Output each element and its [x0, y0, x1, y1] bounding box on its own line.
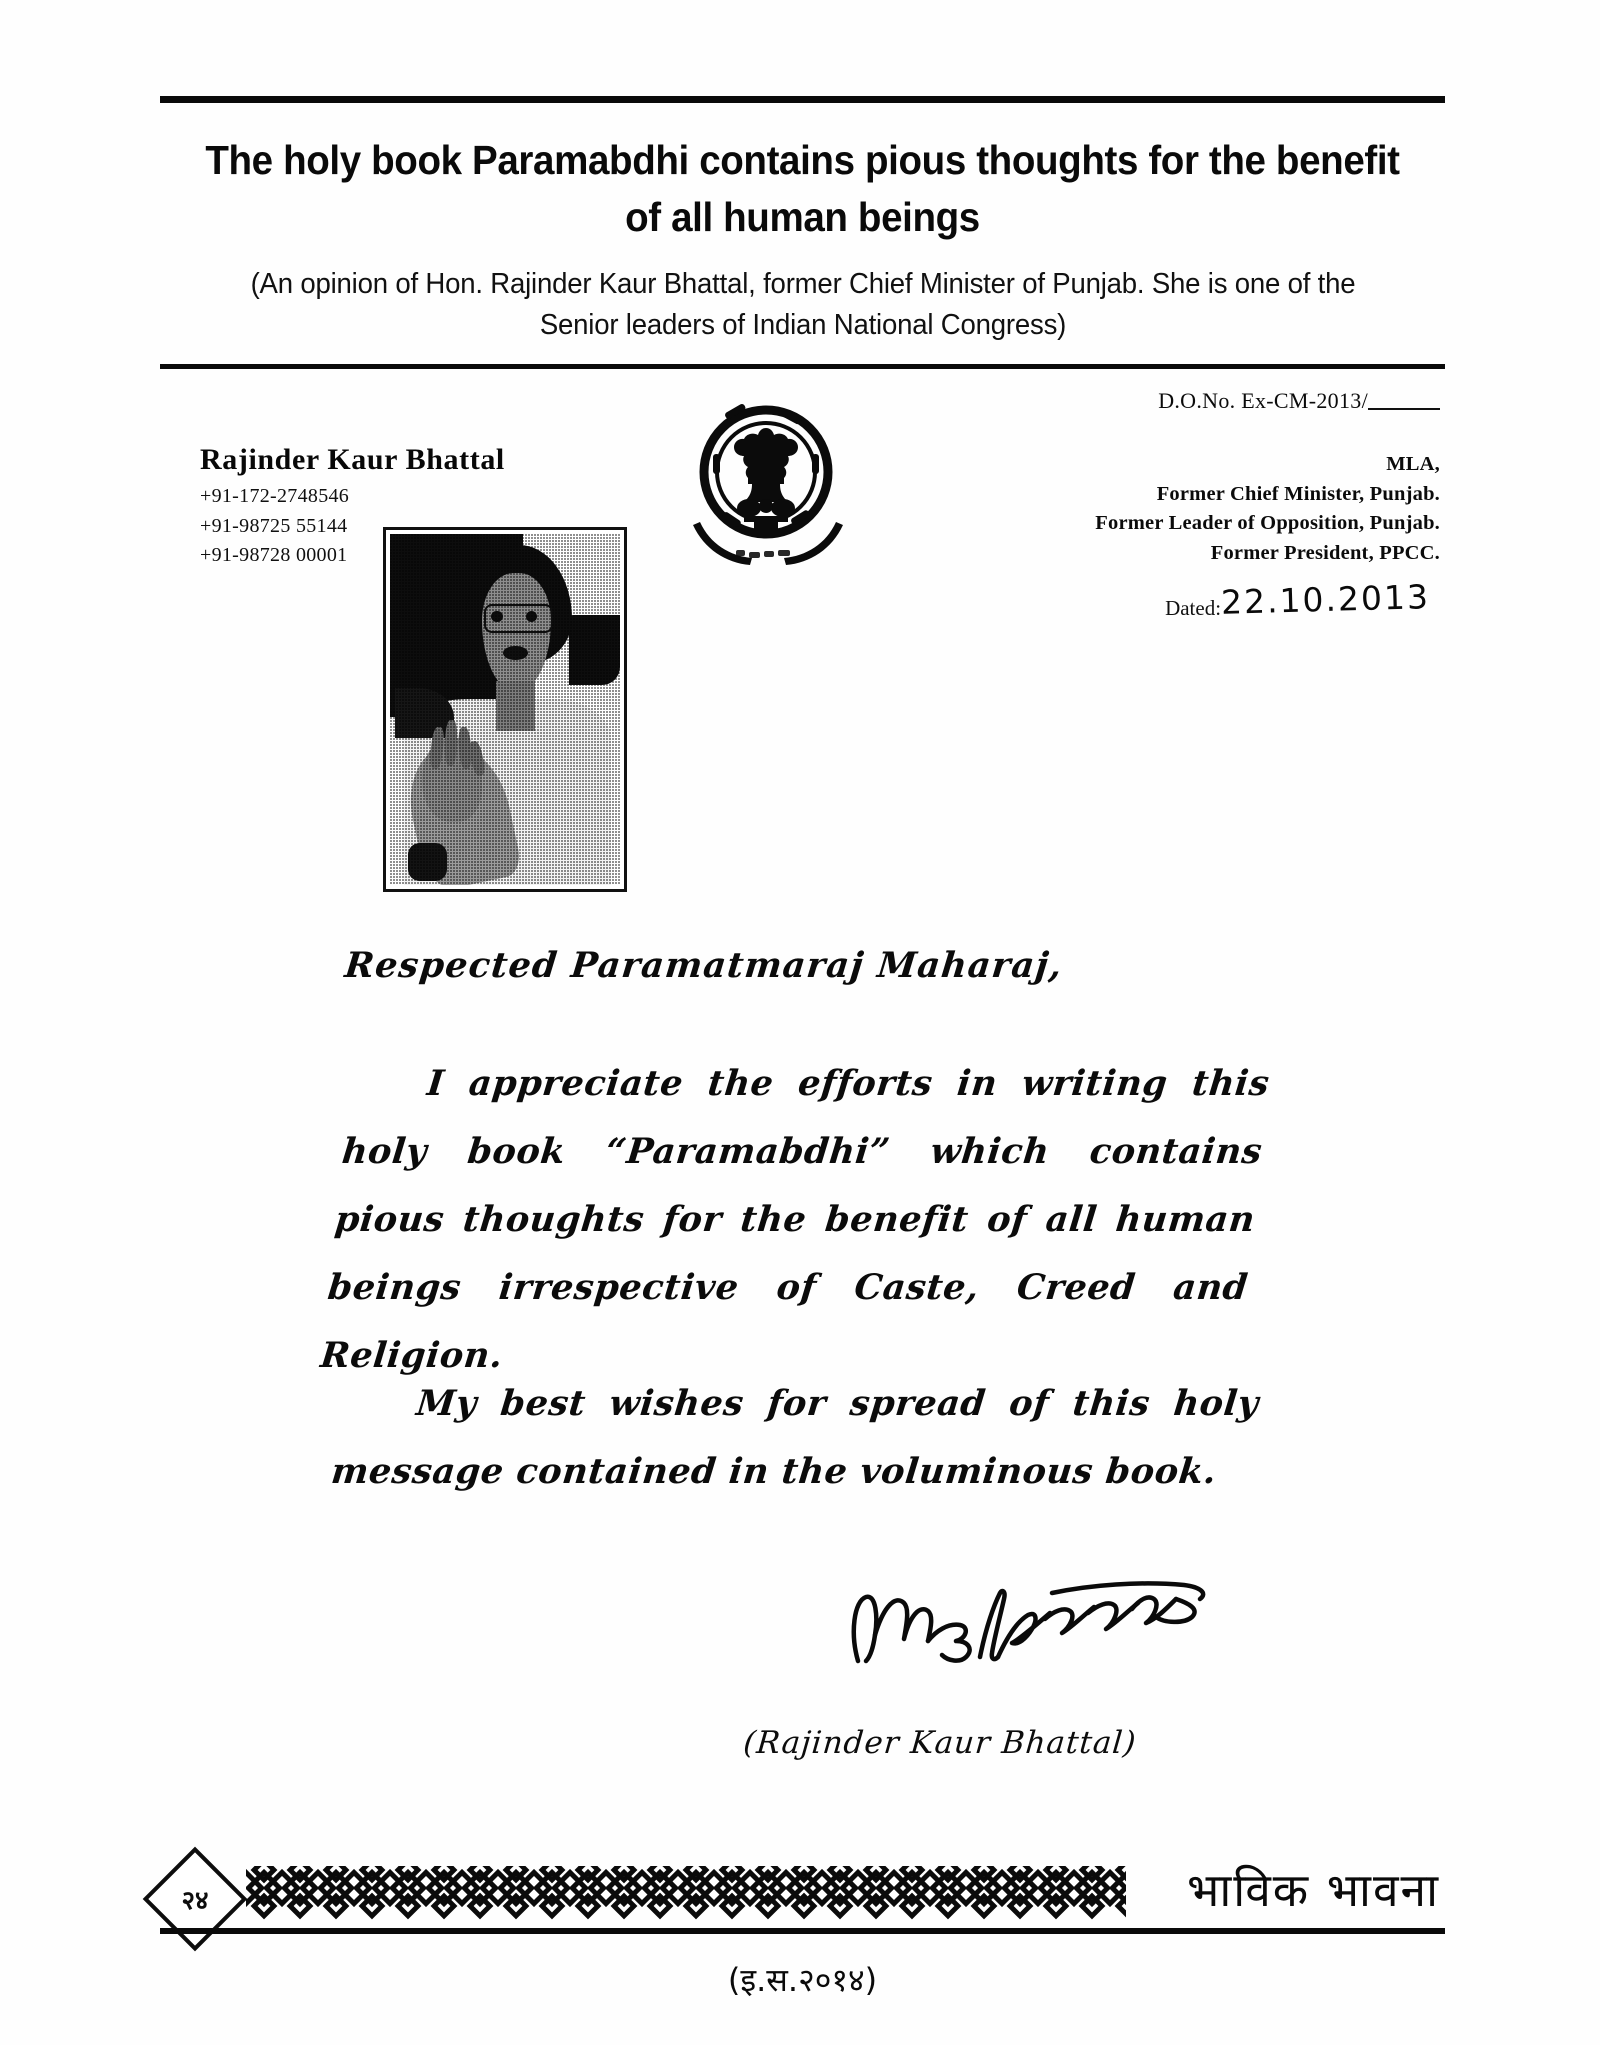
- title-line: Former Leader of Opposition, Punjab.: [1095, 512, 1440, 535]
- page-subtitle: (An opinion of Hon. Rajinder Kaur Bhattal, former Chief Minister of Punjab. She is one of the Senior leaders of Indian National Congress): [250, 268, 1356, 342]
- sender-titles: [980, 450, 1440, 568]
- publication-title: भाविक भावना: [1187, 1863, 1440, 1917]
- publication-year: (इ.स.२०१४): [727, 1961, 878, 1999]
- photo-finger: [444, 720, 457, 766]
- portrait-photo: [383, 527, 627, 892]
- footer-rule: [160, 1928, 1445, 1934]
- signature-name: (Rajinder Kaur Bhattal): [741, 1725, 1139, 1761]
- phone-line: +91-98728 00001: [200, 544, 348, 567]
- dated-row: [1010, 577, 1431, 622]
- letter-salutation: Respected Paramatmaraj Maharaj,: [342, 945, 1065, 986]
- header-top-rule: [160, 96, 1445, 103]
- photo-sleeve-cuff: [408, 843, 447, 882]
- page-title: The holy book Paramabdhi contains pious thoughts for the benefit of all human beings: [205, 137, 1400, 240]
- phone-line: +91-172-2748546: [200, 485, 350, 507]
- reference-number: [980, 388, 1440, 414]
- phone-line: +91-98725 55144: [200, 514, 348, 537]
- page-number: २४: [181, 1886, 209, 1916]
- letterhead-right: [980, 388, 1440, 568]
- reference-blank-line: [1368, 408, 1440, 410]
- photo-neck: [496, 681, 535, 730]
- sender-name: Rajinder Kaur Bhattal: [200, 443, 505, 476]
- photo-background-dark-right: [569, 615, 620, 685]
- reference-label: D.O.No. Ex-CM-2013/: [1158, 388, 1368, 413]
- title-line: Former President, PPCC.: [1210, 541, 1440, 564]
- portrait-image: [390, 534, 620, 885]
- decorative-lattice-band: [246, 1866, 1126, 1924]
- letter-paragraph-2: [328, 1370, 1262, 1506]
- paragraph-text: I appreciate the efforts in writing this holy book “Paramabdhi” which contains pious thoughts for the benefit of all human beings irrespective of Caste, Creed and Religion.: [318, 1063, 1272, 1376]
- title-line: MLA,: [1386, 453, 1440, 475]
- dated-label: Dated:: [1165, 596, 1222, 620]
- title-line: Former Chief Minister, Punjab.: [1156, 482, 1440, 505]
- government-seal-icon: [686, 398, 850, 568]
- handwritten-signature: [840, 1565, 1260, 1685]
- dated-value: 22.10.2013: [1220, 577, 1431, 622]
- paragraph-text: My best wishes for spread of this holy message contained in the voluminous book.: [329, 1383, 1261, 1492]
- letter-paragraph-1: [317, 1050, 1273, 1390]
- header-bottom-rule: [160, 364, 1445, 369]
